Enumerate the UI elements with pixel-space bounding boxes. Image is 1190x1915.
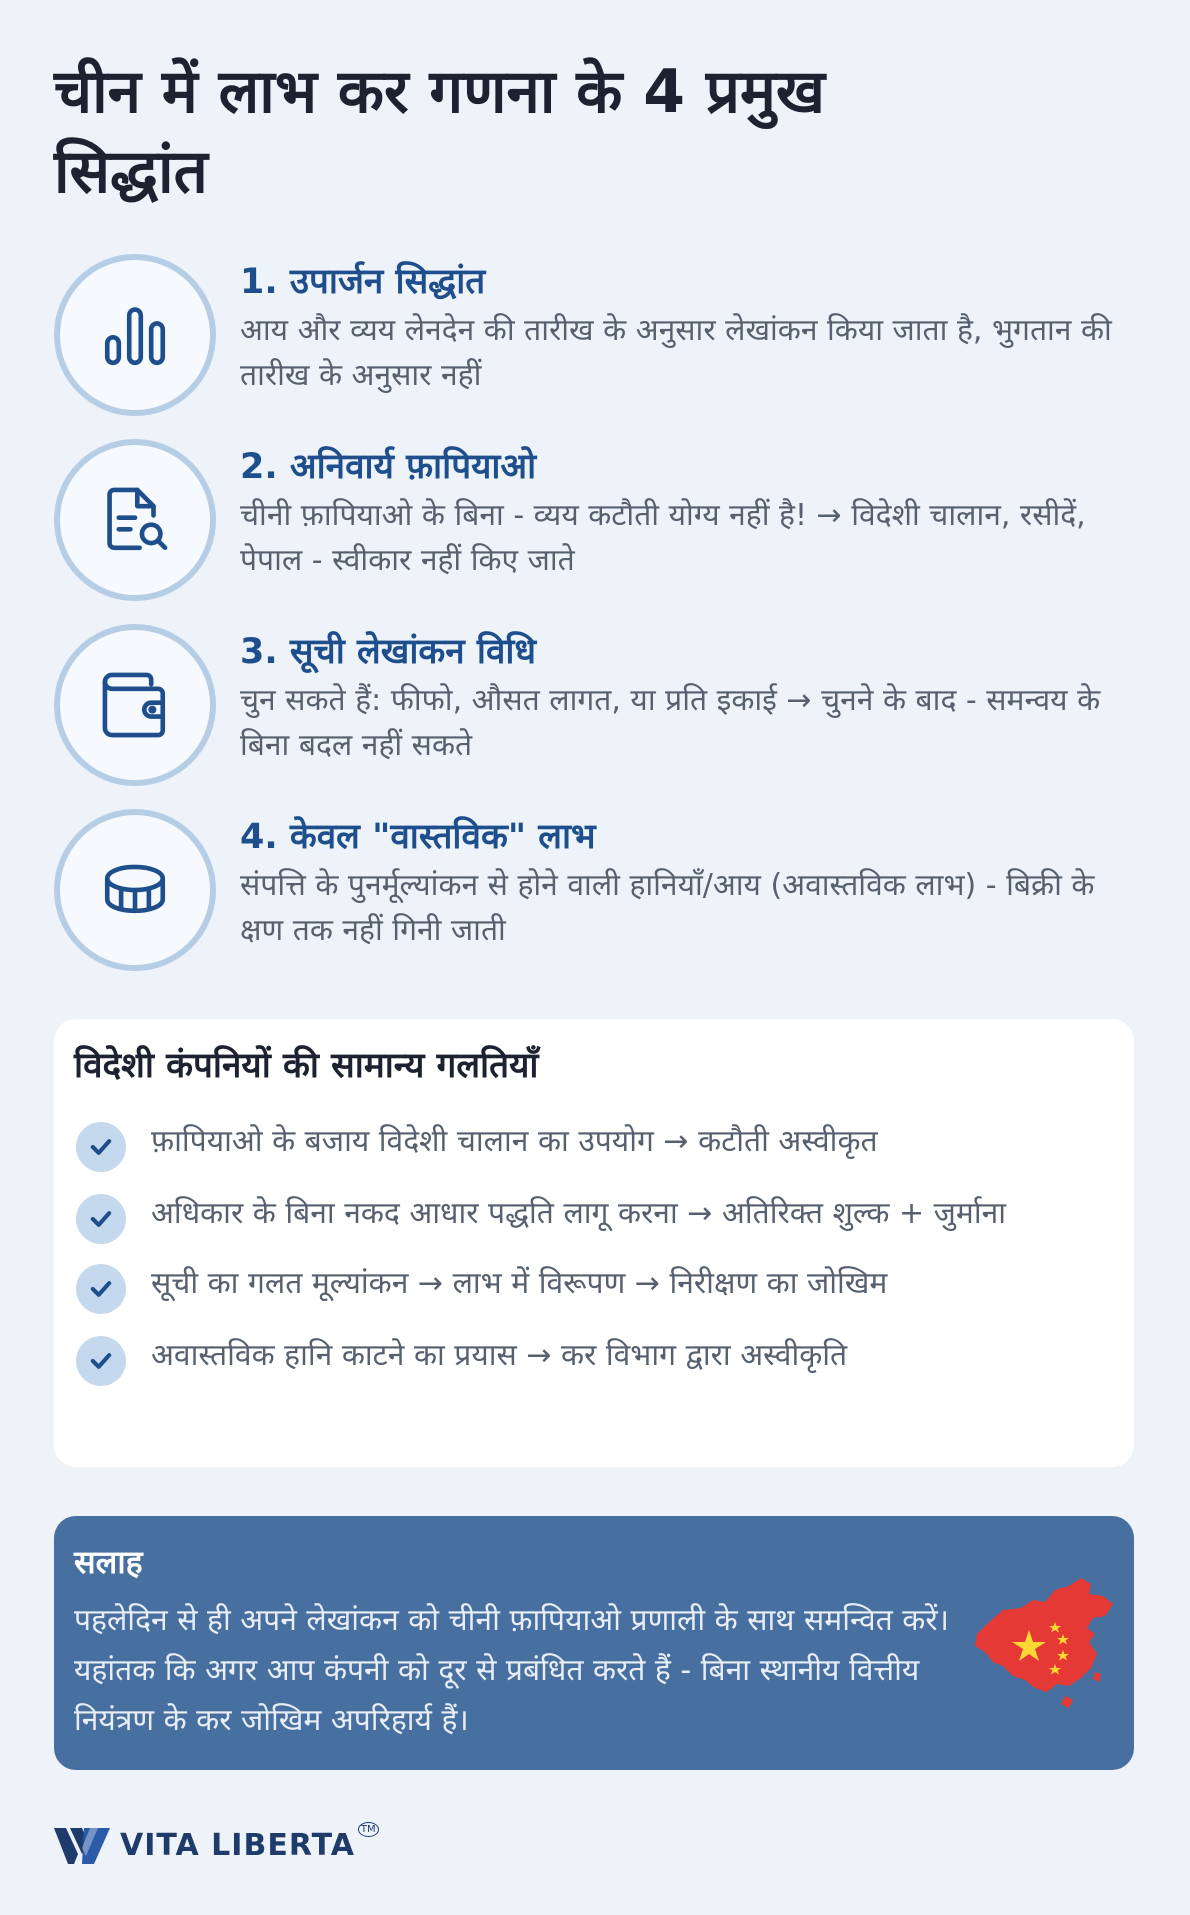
principle-item-2 — [54, 439, 1144, 624]
principle-description: चुन सकते हैं: फीफो, औसत लागत, या प्रति इकाई → चुनने के बाद - समन्वय के बिना बदल नहीं सकते — [240, 683, 1101, 763]
mistakes-title: विदेशी कंपनियों की सामान्य गलतियाँ — [74, 1046, 539, 1086]
principle-title: 4. केवल "वास्तविक" लाभ — [240, 817, 596, 857]
advice-text: पहलेदिन से ही अपने लेखांकन को चीनी फ़ापियाओ प्रणाली के साथ समन्वित करें। यहांतक कि अगर आप कंपनी को दूर से प्रबंधित करते हैं - बिना स्थानीय वित्तीय नियंत्रण के कर जोखिम अपरिहार्य हैं। — [74, 1603, 949, 1738]
mistake-item — [76, 1117, 1116, 1167]
check-icon — [76, 1264, 126, 1314]
principle-description: संपत्ति के पुनर्मूल्यांकन से होने वाली हानियाँ/आय (अवास्तविक लाभ) - बिक्री के क्षण तक नहीं गिनी जाती — [240, 868, 1095, 948]
principle-title: 1. उपार्जन सिद्धांत — [240, 262, 486, 302]
principle-title: 2. अनिवार्य फ़ापियाओ — [240, 447, 537, 487]
mistake-text: अवास्तविक हानि काटने का प्रयास → कर विभाग द्वारा अस्वीकृति — [151, 1338, 848, 1373]
check-icon — [76, 1122, 126, 1172]
document-search-icon — [54, 439, 216, 601]
principles-list — [54, 254, 1144, 994]
mistake-text: फ़ापियाओ के बजाय विदेशी चालान का उपयोग → कटौती अस्वीकृत — [151, 1124, 878, 1159]
principle-description: आय और व्यय लेनदेन की तारीख के अनुसार लेखांकन किया जाता है, भुगतान की तारीख के अनुसार नहीं — [240, 313, 1112, 393]
wallet-icon — [54, 624, 216, 786]
check-icon — [76, 1336, 126, 1386]
principle-description: चीनी फ़ापियाओ के बिना - व्यय कटौती योग्य नहीं है! → विदेशी चालान, रसीदें, पेपाल - स्वीकार नहीं किए जाते — [240, 498, 1086, 578]
mistake-item — [76, 1259, 1116, 1309]
bar-chart-icon — [54, 254, 216, 416]
mistake-text: सूची का गलत मूल्यांकन → लाभ में विरूपण → निरीक्षण का जोखिम — [151, 1266, 888, 1301]
china-flag-map-icon — [969, 1576, 1119, 1716]
advice-title: सलाह — [74, 1543, 143, 1581]
check-icon — [76, 1194, 126, 1244]
principle-title: 3. सूची लेखांकन विधि — [240, 632, 536, 672]
page-title: चीन में लाभ कर गणना के 4 प्रमुख सिद्धांत — [54, 57, 825, 207]
mistake-text: अधिकार के बिना नकद आधार पद्धति लागू करना → अतिरिक्त शुल्क + जुर्माना — [151, 1196, 1007, 1231]
mistake-item — [76, 1331, 1116, 1381]
footer-logo — [54, 1820, 379, 1870]
principle-item-3 — [54, 624, 1144, 809]
mistakes-list — [76, 1117, 1116, 1403]
advice-card — [54, 1516, 1134, 1770]
mistake-item — [76, 1189, 1116, 1239]
common-mistakes-card — [54, 1019, 1134, 1467]
vita-liberta-logo-icon — [54, 1824, 110, 1866]
coin-icon — [54, 809, 216, 971]
principle-item-1 — [54, 254, 1144, 439]
brand-name: VITA LIBERTA — [120, 1827, 355, 1863]
trademark-mark: TM — [358, 1822, 379, 1837]
principle-item-4 — [54, 809, 1144, 994]
